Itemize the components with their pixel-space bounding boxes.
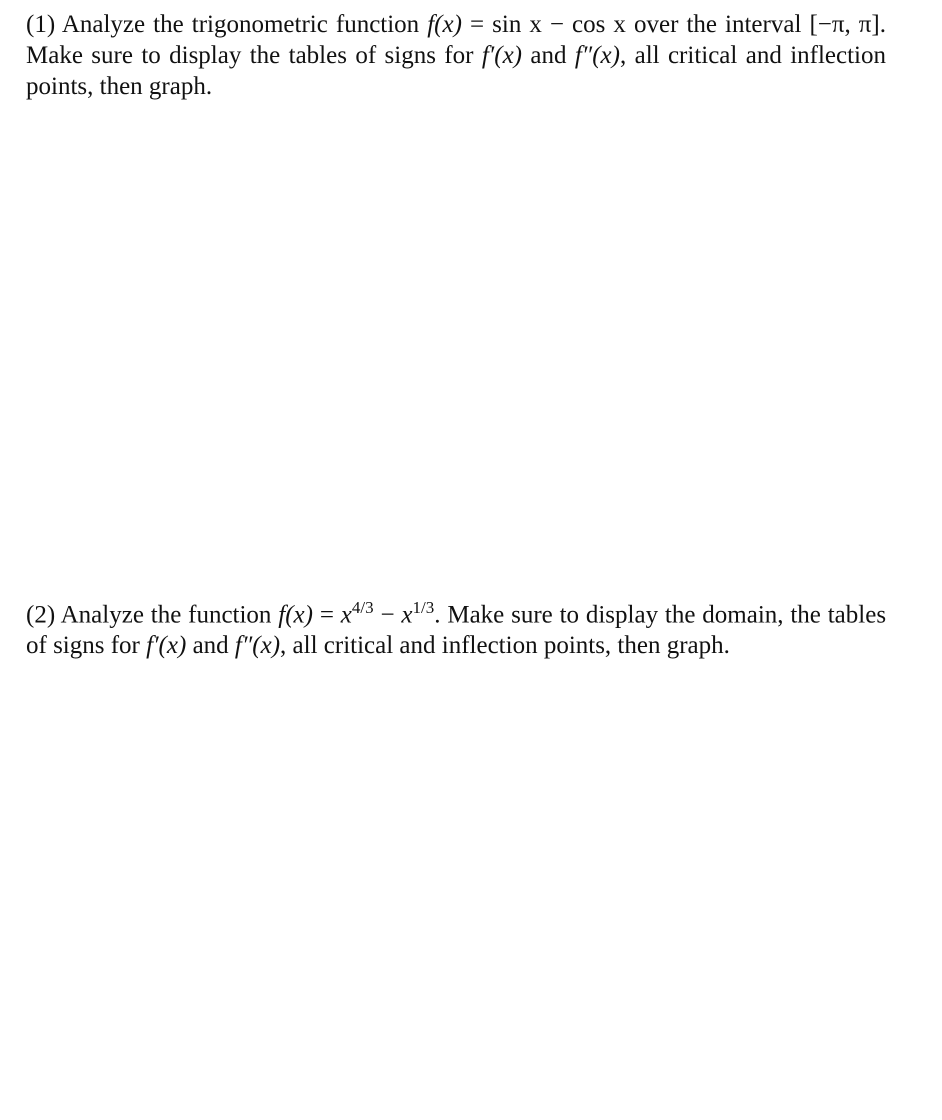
answer-space-2 [26,692,886,1102]
problem-number: (2) [26,601,56,629]
term-exponent: 1/3 [412,598,435,617]
problem-2 [26,592,886,661]
function-definition: sin x − cos x [492,11,626,38]
problem-text: Analyze the trigonometric function [61,11,420,38]
term-exponent: 4/3 [351,598,374,617]
problem-number: (1) [26,11,56,38]
equals-sign: = [469,11,485,38]
answer-space-1 [26,110,886,570]
equals-sign: = [319,601,334,629]
first-derivative: f′(x) [481,42,522,69]
function-expression: f(x) [278,601,313,629]
second-derivative: f″(x) [574,42,620,69]
problem-text: . Make sure to display the tables of signs for [26,11,886,69]
interval: [−π, π] [809,11,880,38]
second-derivative: f″(x) [234,632,281,660]
problem-text: . Make sure to display the domain, the tables of signs for [26,601,887,660]
problem-text: and [192,632,229,660]
problem-text: over the interval [633,11,802,38]
minus-sign: − [380,601,395,629]
problem-text: , all critical and inflection points, then graph. [26,42,886,100]
term-base: x [340,601,352,629]
function-expression: f(x) [427,11,462,38]
first-derivative: f′(x) [146,632,187,660]
problem-text: and [530,42,567,69]
term-base: x [401,601,413,629]
problem-1 [26,9,886,102]
problem-text: Analyze the function [60,601,272,629]
problem-text: , all critical and inflection points, then graph. [280,632,730,660]
